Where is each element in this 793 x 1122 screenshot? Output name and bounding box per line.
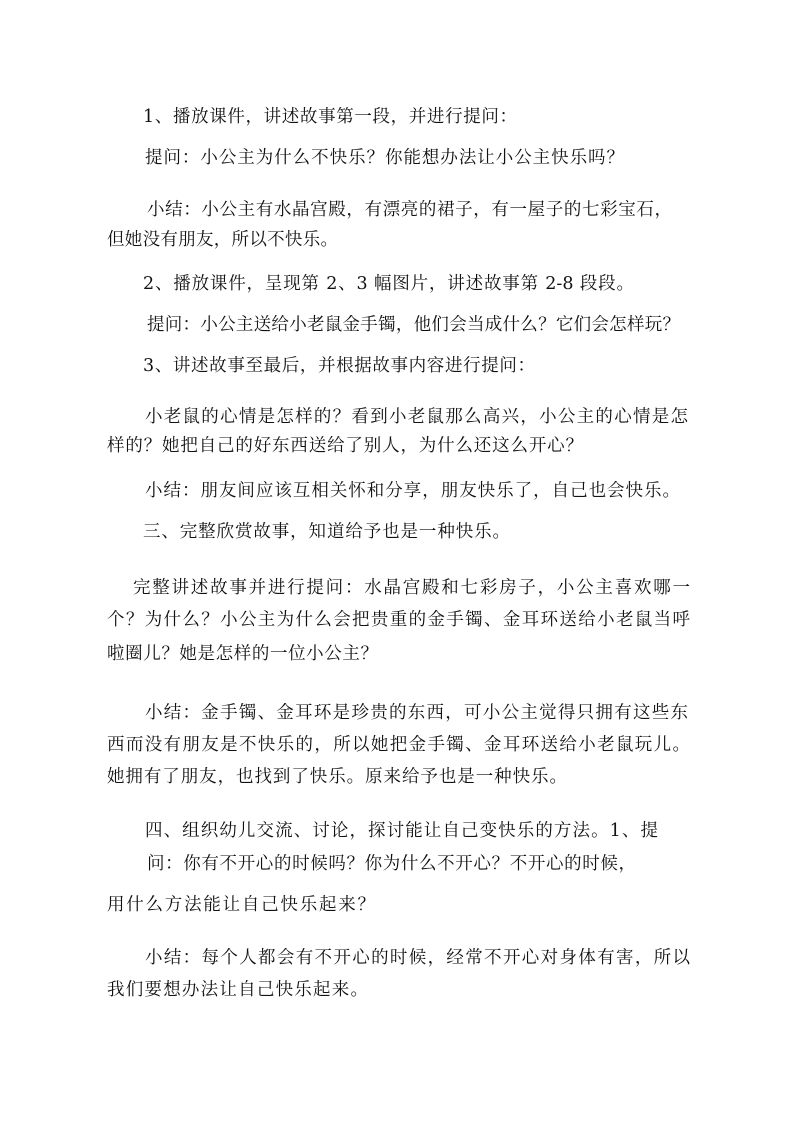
section-1-question: 提问：小公主为什么不快乐？你能想办法让小公主快乐吗？	[145, 148, 624, 168]
section-1-summary-line: 小结：小公主有水晶宫殿，有漂亮的裙子，有一屋子的七彩宝石，	[147, 200, 672, 220]
section-3-question-line: 小老鼠的心情是怎样的？看到小老鼠那么高兴，小公主的心情是怎	[145, 407, 688, 427]
part-four-summary-line: 小结：每个人都会有不开心的时候，经常不开心对身体有害，所以	[145, 948, 690, 968]
section-3-summary: 小结：朋友间应该互相关怀和分享，朋友快乐了，自己也会快乐。	[145, 481, 680, 501]
part-three-question-line: 啦圈儿？她是怎样的一位小公主？	[107, 644, 378, 664]
part-three-question-line: 完整讲述故事并进行提问：水晶宫殿和七彩房子，小公主喜欢哪一	[133, 578, 690, 598]
part-four-summary-line: 我们要想办法让自己快乐起来。	[107, 980, 368, 1000]
section-1-summary-line: 但她没有朋友，所以不快乐。	[107, 230, 338, 250]
part-three-summary-line: 西而没有朋友是不快乐的，所以她把金手镯、金耳环送给小老鼠玩儿。	[107, 735, 690, 755]
part-three-summary-line: 她拥有了朋友，也找到了快乐。原来给予也是一种快乐。	[107, 767, 567, 787]
section-3-question-line: 样的？她把自己的好东西送给了别人，为什么还这么开心？	[107, 436, 583, 456]
section-2-question: 提问：小公主送给小老鼠金手镯，他们会当成什么？它们会怎样玩？	[147, 315, 680, 335]
part-three-heading: 三、完整欣赏故事，知道给予也是一种快乐。	[143, 522, 510, 542]
part-three-summary-line: 小结：金手镯、金耳环是珍贵的东西，可小公主觉得只拥有这些东	[145, 703, 688, 723]
section-2-heading: 2、播放课件，呈现第 2、3 幅图片，讲述故事第 2-8 段段。	[143, 274, 634, 294]
part-three-question-line: 个？为什么？小公主为什么会把贵重的金手镯、金耳环送给小老鼠当呼	[107, 610, 690, 630]
part-four-heading-line: 用什么方法能让自己快乐起来？	[107, 895, 375, 915]
part-four-heading-line: 四、组织幼儿交流、讨论，探讨能让自己变快乐的方法。1、提	[145, 821, 658, 841]
section-3-heading: 3、讲述故事至最后，并根据故事内容进行提问：	[143, 356, 535, 376]
part-four-heading-line: 问：你有不开心的时候吗？你为什么不开心？不开心的时候，	[147, 854, 636, 874]
section-1-heading: 1、播放课件，讲述故事第一段，并进行提问：	[143, 107, 517, 127]
